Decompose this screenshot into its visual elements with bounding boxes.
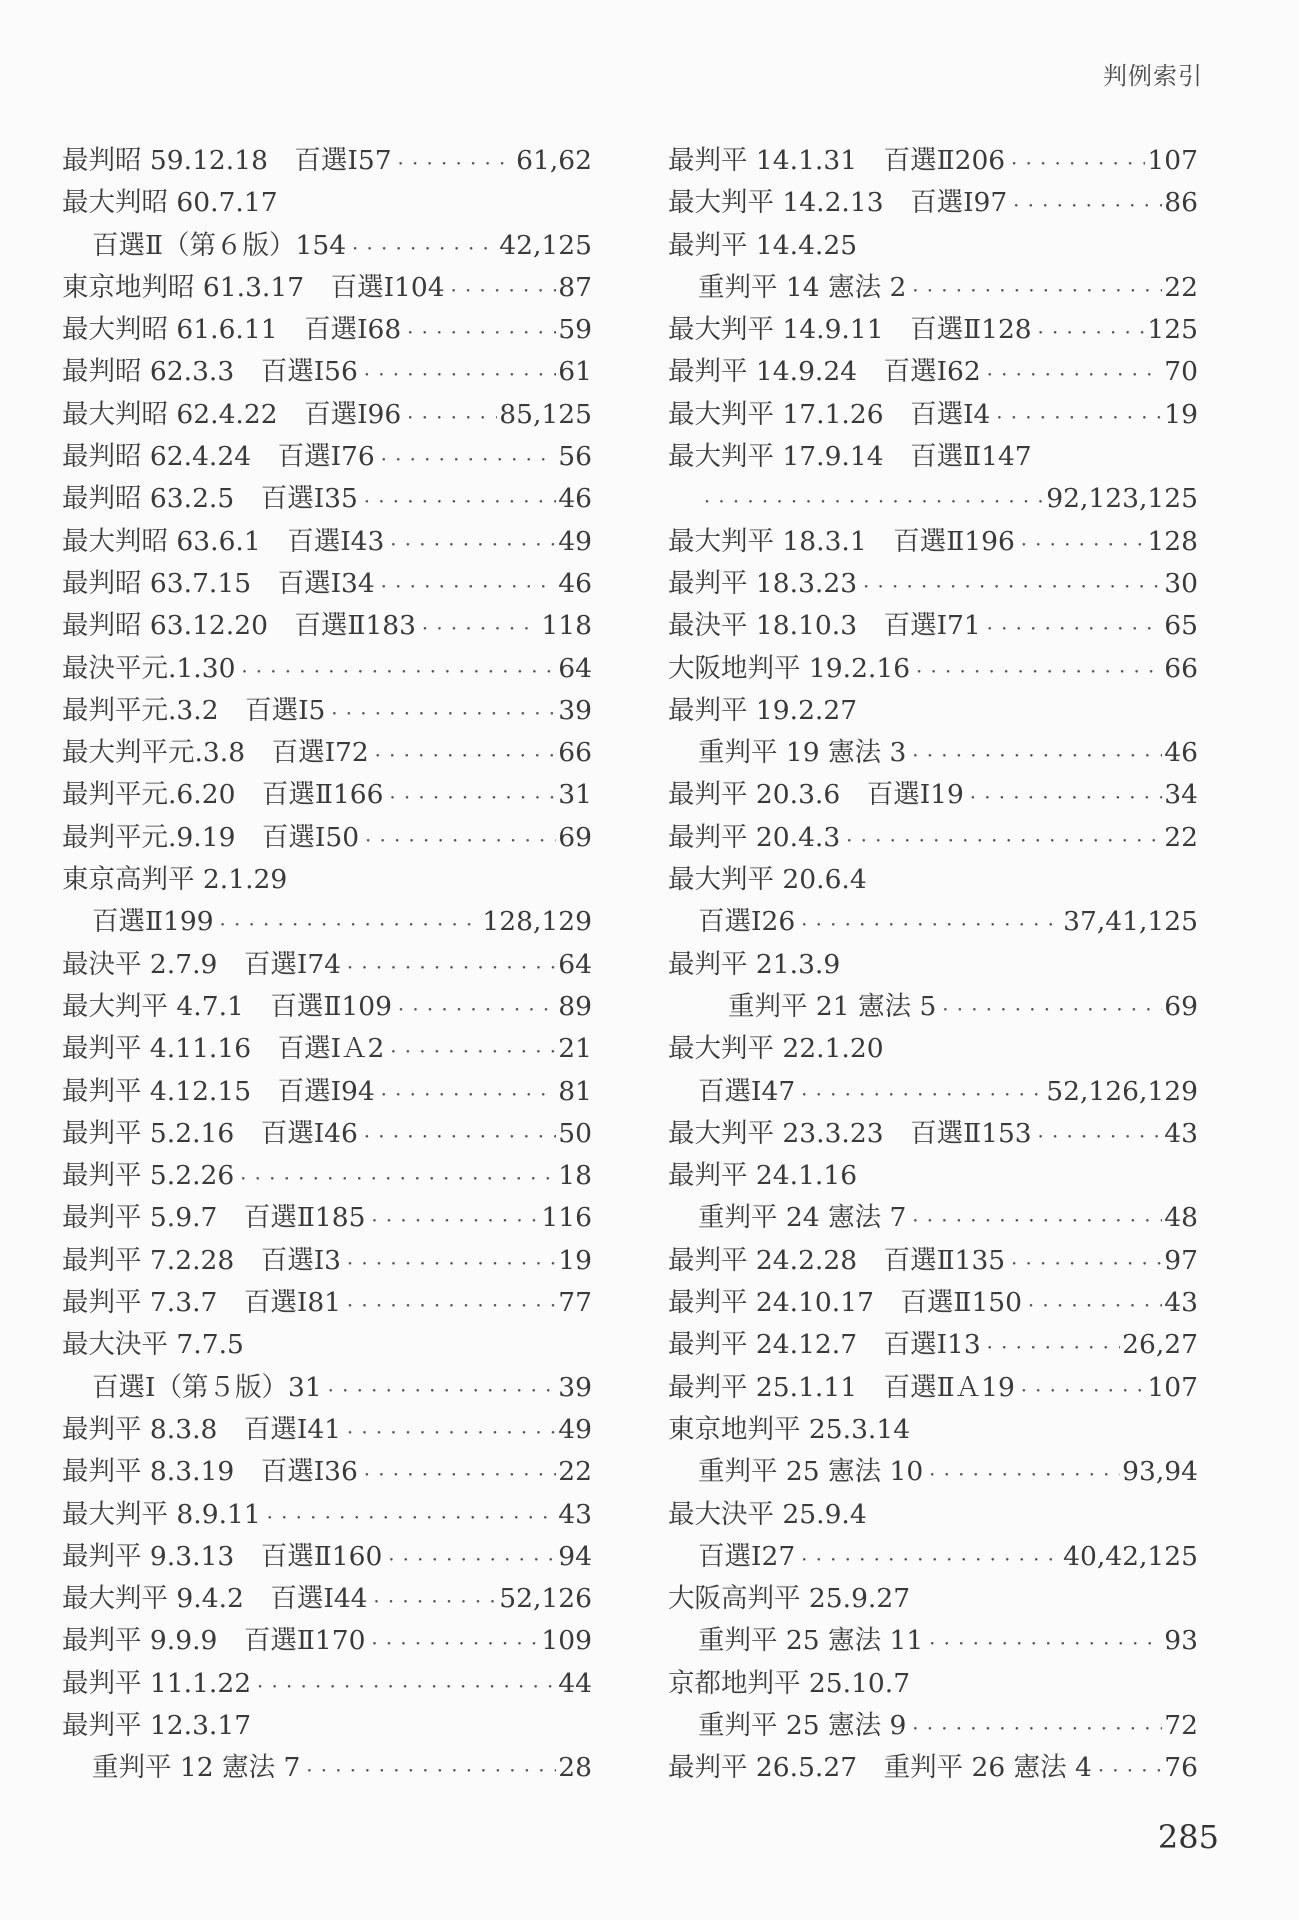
- case-citation: 重判平 25 憲法 9: [698, 1709, 907, 1741]
- index-entry: [668, 732, 1198, 774]
- case-citation: 百選Ⅰ（第５版）31: [92, 1371, 322, 1403]
- case-citation: 最判平 18.3.23: [668, 567, 858, 599]
- case-citation: 重判平 24 憲法 7: [698, 1202, 907, 1234]
- leader-dots: [367, 1197, 539, 1239]
- case-citation: 百選Ⅰ27: [698, 1540, 796, 1572]
- case-citation: 重判平 12 憲法 7: [92, 1752, 301, 1784]
- page-reference: 46: [558, 483, 592, 515]
- leader-dots: [966, 774, 1162, 816]
- page-reference: 28: [558, 1752, 592, 1784]
- case-citation: 最判平 14.1.31 百選Ⅱ206: [668, 145, 1006, 176]
- case-citation: 最大判昭 62.4.22 百選Ⅰ96: [62, 398, 402, 430]
- leader-dots: [403, 309, 556, 351]
- case-citation: 最判平 4.11.16 百選ⅠＡ2: [62, 1033, 385, 1065]
- leader-dots: [343, 1409, 556, 1451]
- leader-dots: [253, 1663, 556, 1705]
- leader-dots: [908, 1197, 1162, 1239]
- index-entry: [668, 774, 1198, 816]
- case-citation: 最大判平 14.2.13 百選Ⅰ97: [668, 187, 1008, 219]
- page-reference: 18: [558, 1160, 592, 1192]
- case-citation: 最判平 25.1.11 百選ⅡＡ19: [668, 1371, 1015, 1403]
- leader-dots: [367, 1620, 539, 1662]
- index-entry: [62, 1747, 592, 1789]
- index-entry: [668, 1367, 1198, 1409]
- page-reference: 116: [541, 1202, 592, 1234]
- page-reference: 85,125: [499, 398, 592, 430]
- leader-dots: [992, 394, 1162, 436]
- page-reference: 65: [1164, 610, 1198, 642]
- page-reference: 22: [1164, 271, 1198, 303]
- page-reference: 21: [558, 1033, 592, 1065]
- leader-dots: [1017, 521, 1146, 563]
- leader-dots: [983, 605, 1163, 647]
- index-entry: [62, 267, 592, 309]
- index-column-left: [62, 140, 592, 1790]
- case-citation: 東京地判昭 61.3.17 百選Ⅰ104: [62, 271, 445, 303]
- index-entry: [668, 648, 1198, 690]
- case-citation: 最大判平 17.9.14 百選Ⅱ147: [668, 441, 1032, 473]
- index-entry: [62, 182, 592, 224]
- leader-dots: [343, 1240, 556, 1282]
- leader-dots: [418, 605, 539, 647]
- leader-dots: [908, 732, 1162, 774]
- index-entry: [62, 648, 592, 690]
- page-reference: 69: [558, 821, 592, 853]
- index-entry: [62, 478, 592, 520]
- case-citation: 最判昭 63.2.5 百選Ⅰ35: [62, 483, 358, 515]
- case-citation: 最大決平 7.7.5: [62, 1329, 244, 1361]
- index-entry: [668, 859, 1198, 901]
- index-column-right: [668, 140, 1198, 1790]
- page-reference: 37,41,125: [1063, 906, 1198, 938]
- page-reference: 43: [1164, 1287, 1198, 1319]
- index-entry: [62, 1324, 592, 1366]
- index-entry: [62, 1705, 592, 1747]
- index-entry: [668, 478, 1198, 520]
- page-reference: 70: [1164, 356, 1198, 388]
- case-citation: 最判平 4.12.15 百選Ⅰ94: [62, 1075, 375, 1107]
- index-entry: [668, 436, 1198, 478]
- index-entry: [62, 351, 592, 393]
- index-entry: [668, 521, 1198, 563]
- case-citation: 最判平 24.2.28 百選Ⅱ135: [668, 1244, 1006, 1276]
- index-entry: [62, 1197, 592, 1239]
- index-entry: [668, 1494, 1198, 1536]
- page-reference: 89: [558, 990, 592, 1022]
- index-entry: [668, 1578, 1198, 1620]
- page-reference: 22: [1164, 821, 1198, 853]
- case-citation: 最判昭 62.3.3 百選Ⅰ56: [62, 356, 358, 388]
- case-citation: 最判平 8.3.8 百選Ⅰ41: [62, 1413, 342, 1445]
- index-entry: [62, 1620, 592, 1662]
- index-entry: [62, 1113, 592, 1155]
- index-entry: [668, 1282, 1198, 1324]
- leader-dots: [403, 394, 497, 436]
- index-entry: [62, 1663, 592, 1705]
- leader-dots: [237, 648, 556, 690]
- case-citation: 最大判平元.3.8 百選Ⅰ72: [62, 737, 369, 769]
- leader-dots: [1009, 182, 1162, 224]
- page-reference: 48: [1164, 1202, 1198, 1234]
- index-entry: [668, 1324, 1198, 1366]
- page-reference: 31: [558, 779, 592, 811]
- page-reference: 66: [558, 737, 592, 769]
- index-entry: [62, 1494, 592, 1536]
- page-reference: 49: [558, 1413, 592, 1445]
- index-entry: [62, 859, 592, 901]
- page-reference: 94: [558, 1540, 592, 1572]
- leader-dots: [360, 1113, 556, 1155]
- case-citation: 最判平 20.3.6 百選Ⅰ19: [668, 779, 964, 811]
- leader-dots: [302, 1747, 556, 1789]
- index-entry: [668, 309, 1198, 351]
- page-reference: 109: [541, 1625, 592, 1657]
- index-entry: [62, 436, 592, 478]
- case-citation: 百選Ⅰ47: [698, 1075, 796, 1107]
- index-entry: [62, 986, 592, 1028]
- index-entry: [668, 986, 1198, 1028]
- index-entry: [668, 1028, 1198, 1070]
- page-reference: 46: [1164, 737, 1198, 769]
- page-reference: 128,129: [482, 906, 592, 938]
- page-reference: 64: [558, 652, 592, 684]
- case-citation: 重判平 25 憲法 10: [698, 1456, 924, 1488]
- index-entry: [668, 1409, 1198, 1451]
- case-citation: 重判平 21 憲法 5: [728, 990, 937, 1022]
- leader-dots: [912, 648, 1162, 690]
- page-reference: 92,123,125: [1046, 483, 1198, 515]
- leader-dots: [343, 944, 556, 986]
- case-citation: 最大判昭 61.6.11 百選Ⅰ68: [62, 314, 402, 346]
- case-citation: 最判平 7.3.7 百選Ⅰ81: [62, 1287, 342, 1319]
- index-entry: [668, 1071, 1198, 1113]
- index-entry: [668, 394, 1198, 436]
- page-reference: 52,126,129: [1046, 1075, 1198, 1107]
- index-entry: [668, 1747, 1198, 1789]
- leader-dots: [361, 817, 556, 859]
- page-reference: 118: [541, 610, 592, 642]
- page-number: 285: [1157, 1818, 1219, 1856]
- case-citation: 最判平 5.2.26: [62, 1160, 235, 1192]
- index-entry: [62, 521, 592, 563]
- index-entry: [668, 267, 1198, 309]
- page-reference: 19: [1164, 398, 1198, 430]
- case-citation: 百選Ⅰ26: [698, 906, 796, 938]
- case-citation: 最判昭 63.7.15 百選Ⅰ34: [62, 567, 375, 599]
- case-citation: 最決平 18.10.3 百選Ⅰ71: [668, 610, 981, 642]
- page-reference: 40,42,125: [1063, 1540, 1198, 1572]
- case-citation: 最判平 14.9.24 百選Ⅰ62: [668, 356, 981, 388]
- leader-dots: [1094, 1747, 1162, 1789]
- leader-dots: [360, 351, 556, 393]
- index-entry: [62, 1536, 592, 1578]
- page-reference: 61: [558, 356, 592, 388]
- index-entry: [62, 225, 592, 267]
- case-citation: 最判平 24.12.7 百選Ⅰ13: [668, 1329, 981, 1361]
- case-citation: 最判平元.3.2 百選Ⅰ5: [62, 694, 326, 726]
- case-citation: 重判平 25 憲法 11: [698, 1625, 924, 1657]
- index-entry: [668, 605, 1198, 647]
- index-entry: [62, 1155, 592, 1197]
- index-entry: [62, 1240, 592, 1282]
- leader-dots: [1007, 140, 1145, 182]
- index-entry: [62, 140, 592, 182]
- page-reference: 43: [1164, 1117, 1198, 1149]
- case-citation: 最大判平 17.1.26 百選Ⅰ4: [668, 398, 991, 430]
- leader-dots: [925, 1620, 1162, 1662]
- leader-dots: [394, 986, 556, 1028]
- index-entry: [668, 182, 1198, 224]
- index-entry: [62, 1451, 592, 1493]
- case-citation: 東京地判平 25.3.14: [668, 1413, 911, 1445]
- page-reference: 86: [1164, 187, 1198, 219]
- index-entry: [62, 944, 592, 986]
- index-entry: [668, 351, 1198, 393]
- index-entry: [668, 1155, 1198, 1197]
- case-citation: 東京高判平 2.1.29: [62, 864, 288, 896]
- leader-dots: [797, 901, 1061, 943]
- index-entry: [668, 901, 1198, 943]
- leader-dots: [343, 1282, 556, 1324]
- case-citation: 最判昭 63.12.20 百選Ⅱ183: [62, 610, 417, 642]
- page-reference: 93: [1164, 1625, 1198, 1657]
- case-citation: 最判平 26.5.27 重判平 26 憲法 4: [668, 1752, 1092, 1784]
- index-entry: [62, 394, 592, 436]
- index-entry: [668, 1240, 1198, 1282]
- index-entry: [62, 1071, 592, 1113]
- leader-dots: [908, 1705, 1162, 1747]
- index-entry: [668, 1663, 1198, 1705]
- leader-dots: [327, 690, 556, 732]
- leader-dots: [386, 1028, 556, 1070]
- leader-dots: [797, 1071, 1044, 1113]
- case-citation: 最判平 21.3.9: [668, 948, 841, 980]
- page-reference: 107: [1147, 1371, 1198, 1403]
- leader-dots: [700, 478, 1044, 520]
- page-reference: 107: [1147, 145, 1198, 176]
- case-citation: 最判平 24.10.17 百選Ⅱ150: [668, 1287, 1023, 1319]
- index-entry: [62, 774, 592, 816]
- case-citation: 最判平元.9.19 百選Ⅰ50: [62, 821, 360, 853]
- index-entry: [62, 732, 592, 774]
- leader-dots: [360, 478, 556, 520]
- leader-dots: [371, 732, 557, 774]
- case-citation: 最決平元.1.30: [62, 652, 236, 684]
- index-entry: [668, 1620, 1198, 1662]
- index-entry: [62, 901, 592, 943]
- leader-dots: [859, 563, 1162, 605]
- page-reference: 81: [558, 1075, 592, 1107]
- leader-dots: [324, 1367, 557, 1409]
- leader-dots: [236, 1155, 556, 1197]
- index-entry: [668, 140, 1198, 182]
- page-reference: 44: [558, 1667, 592, 1699]
- case-citation: 最大決平 25.9.4: [668, 1498, 867, 1530]
- page-reference: 125: [1147, 314, 1198, 346]
- leader-dots: [377, 563, 557, 605]
- index-entry: [668, 817, 1198, 859]
- index-entry: [668, 1705, 1198, 1747]
- case-citation: 最判平元.6.20 百選Ⅱ166: [62, 779, 384, 811]
- page-reference: 93,94: [1122, 1456, 1198, 1488]
- case-citation: 最判平 5.2.16 百選Ⅰ46: [62, 1117, 358, 1149]
- page-reference: 72: [1164, 1709, 1198, 1741]
- leader-dots: [386, 521, 556, 563]
- page-reference: 34: [1164, 779, 1198, 811]
- page-reference: 46: [558, 567, 592, 599]
- case-citation: 重判平 14 憲法 2: [698, 271, 907, 303]
- index-entry: [668, 1536, 1198, 1578]
- leader-dots: [377, 436, 557, 478]
- leader-dots: [394, 140, 515, 182]
- index-entry: [668, 1451, 1198, 1493]
- case-citation: 最大判平 9.4.2 百選Ⅰ44: [62, 1583, 368, 1615]
- index-entry: [62, 563, 592, 605]
- case-citation: 最判平 12.3.17: [62, 1709, 252, 1741]
- page-reference: 56: [558, 441, 592, 473]
- page-reference: 22: [558, 1456, 592, 1488]
- page-reference: 39: [558, 1371, 592, 1403]
- page-reference: 50: [558, 1117, 592, 1149]
- leader-dots: [1034, 1113, 1163, 1155]
- index-entry: [668, 225, 1198, 267]
- index-entry: [668, 563, 1198, 605]
- page-reference: 77: [558, 1287, 592, 1319]
- page-reference: 49: [558, 525, 592, 557]
- leader-dots: [348, 225, 497, 267]
- page-reference: 64: [558, 948, 592, 980]
- index-entry: [668, 1113, 1198, 1155]
- case-citation: 最大判平 18.3.1 百選Ⅱ196: [668, 525, 1015, 557]
- case-citation: 最大判平 4.7.1 百選Ⅱ109: [62, 990, 392, 1022]
- leader-dots: [797, 1536, 1061, 1578]
- page-reference: 42,125: [499, 229, 592, 261]
- leader-dots: [1007, 1240, 1162, 1282]
- index-entry: [62, 1028, 592, 1070]
- page-reference: 26,27: [1122, 1329, 1198, 1361]
- index-entry: [62, 1282, 592, 1324]
- page-reference: 97: [1164, 1244, 1198, 1276]
- page-reference: 19: [558, 1244, 592, 1276]
- case-citation: 大阪地判平 19.2.16: [668, 652, 911, 684]
- page-reference: 61,62: [516, 145, 592, 176]
- index-entry: [62, 690, 592, 732]
- leader-dots: [1024, 1282, 1162, 1324]
- index-entry: [62, 1367, 592, 1409]
- leader-dots: [908, 267, 1162, 309]
- case-citation: 最決平 2.7.9 百選Ⅰ74: [62, 948, 342, 980]
- case-citation: 京都地判平 25.10.7: [668, 1667, 911, 1699]
- leader-dots: [386, 774, 557, 816]
- page-reference: 39: [558, 694, 592, 726]
- leader-dots: [216, 901, 481, 943]
- case-citation: 最判平 14.4.25: [668, 229, 858, 261]
- page-reference: 43: [558, 1498, 592, 1530]
- case-citation: 最判平 20.4.3: [668, 821, 841, 853]
- case-citation: 最判平 9.9.9 百選Ⅱ170: [62, 1625, 366, 1657]
- leader-dots: [377, 1071, 557, 1113]
- index-entry: [62, 605, 592, 647]
- index-entry: [668, 690, 1198, 732]
- page-reference: 30: [1164, 567, 1198, 599]
- case-citation: 最判平 11.1.22: [62, 1667, 252, 1699]
- case-citation: 最判平 9.3.13 百選Ⅱ160: [62, 1540, 383, 1572]
- running-header: 判例索引: [1103, 62, 1203, 90]
- case-citation: 最判昭 59.12.18 百選Ⅰ57: [62, 145, 392, 176]
- leader-dots: [1034, 309, 1146, 351]
- page-reference: 59: [558, 314, 592, 346]
- case-citation: 最判平 24.1.16: [668, 1160, 858, 1192]
- leader-dots: [263, 1494, 557, 1536]
- leader-dots: [384, 1536, 556, 1578]
- page-reference: 76: [1164, 1752, 1198, 1784]
- leader-dots: [360, 1451, 556, 1493]
- case-citation: 百選Ⅱ（第６版）154: [92, 229, 347, 261]
- page-reference: 87: [558, 271, 592, 303]
- leader-dots: [447, 267, 557, 309]
- page-reference: 66: [1164, 652, 1198, 684]
- leader-dots: [1017, 1367, 1146, 1409]
- page-reference: 128: [1147, 525, 1198, 557]
- case-citation: 大阪高判平 25.9.27: [668, 1583, 911, 1615]
- case-citation: 百選Ⅱ199: [92, 906, 214, 938]
- leader-dots: [925, 1451, 1120, 1493]
- index-entry: [668, 944, 1198, 986]
- case-citation: 最判昭 62.4.24 百選Ⅰ76: [62, 441, 375, 473]
- leader-dots: [983, 351, 1163, 393]
- case-citation: 最判平 8.3.19 百選Ⅰ36: [62, 1456, 358, 1488]
- index-entry: [62, 1578, 592, 1620]
- page-reference: 69: [1164, 990, 1198, 1022]
- index-entry: [62, 817, 592, 859]
- case-citation: 最大判平 23.3.23 百選Ⅱ153: [668, 1117, 1032, 1149]
- case-citation: 最判平 7.2.28 百選Ⅰ3: [62, 1244, 342, 1276]
- case-citation: 最大判昭 60.7.17: [62, 187, 278, 219]
- index-entry: [668, 1197, 1198, 1239]
- case-citation: 最大判平 20.6.4: [668, 864, 867, 896]
- leader-dots: [938, 986, 1162, 1028]
- case-citation: 最大判平 14.9.11 百選Ⅱ128: [668, 314, 1032, 346]
- index-entry: [62, 1409, 592, 1451]
- case-citation: 最判平 19.2.27: [668, 694, 858, 726]
- leader-dots: [370, 1578, 498, 1620]
- page-reference: 52,126: [499, 1583, 592, 1615]
- case-citation: 重判平 19 憲法 3: [698, 737, 907, 769]
- case-citation: 最大判昭 63.6.1 百選Ⅰ43: [62, 525, 385, 557]
- case-citation: 最大判平 8.9.11: [62, 1498, 261, 1530]
- leader-dots: [983, 1324, 1120, 1366]
- index-entry: [62, 309, 592, 351]
- case-citation: 最大判平 22.1.20: [668, 1033, 884, 1065]
- case-citation: 最判平 5.9.7 百選Ⅱ185: [62, 1202, 366, 1234]
- leader-dots: [842, 817, 1162, 859]
